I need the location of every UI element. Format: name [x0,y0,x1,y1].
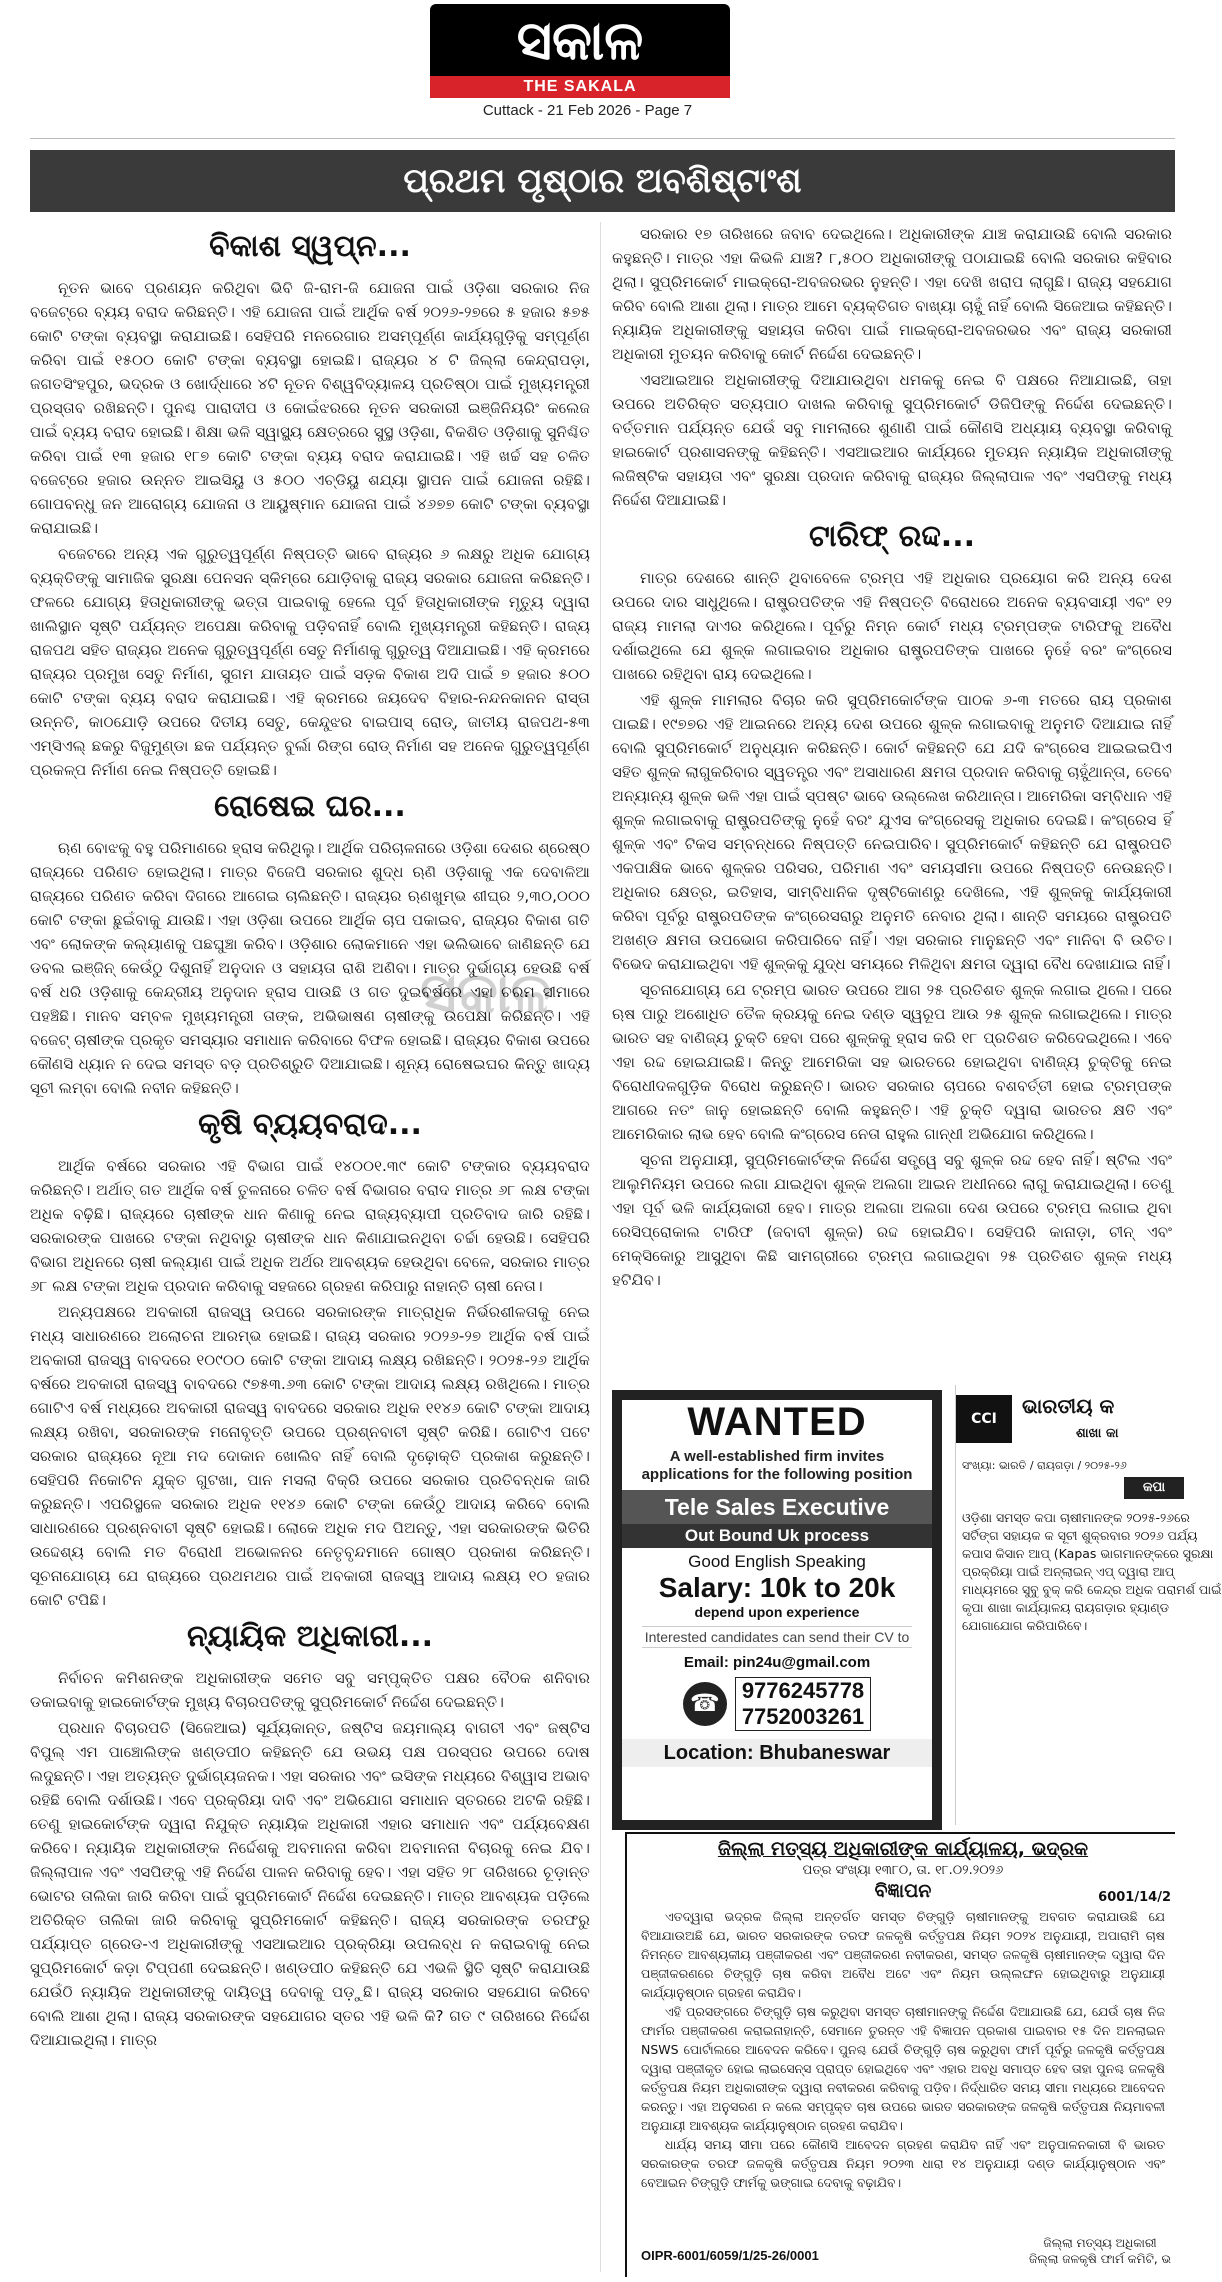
article-paragraph: ଏହି ଶୁଳ୍କ ମାମଲାର ବିଚାର କରି ସୁପ୍ରିମକୋର୍ଟଙ୍କ ପାଠକ ୬-୩ ମତରେ ରାୟ ପ୍ରକାଶ ପାଇଛି। ୧୯୭୭ର ଏହି ଆଇନରେ ଅନ୍ୟ ଦେଶ ଉପରେ ଶୁଳ୍କ ଲଗାଇବାକୁ ଅନୁମତି ଦିଆଯାଇ ନାହିଁ ବୋଲି ସୁପ୍ରିମକୋର୍ଟ ଅନୁଧ୍ୟାନ କରିଛନ୍ତି। କୋର୍ଟ କହିଛନ୍ତି ଯେ ଯଦି କଂଗ୍ରେସ ଆଇଇଇପିଏ ସହିତ ଶୁଳ୍କ ଲାଗୁକରିବାର ସ୍ୱତନ୍ତ୍ର ଏବଂ ଅସାଧାରଣ କ୍ଷମତା ପ୍ରଦାନ କରିବାକୁ ଚାହୁଁଥାନ୍ତା, ତେବେ ଅନ୍ୟାନ୍ୟ ଶୁଳ୍କ ଭଳି ଏହା ପାଇଁ ସ୍ପଷ୍ଟ ଭାବେ ଉଲ୍ଲେଖ କରିଥାନ୍ତା। ଆମେରିକା ସମ୍ବିଧାନ ଏହି ଶୁଳ୍କ ଲଗାଇବାକୁ ରାଷ୍ଟ୍ରପତିଙ୍କୁ ନୁହେଁ ବରଂ ଯୁଏସ କଂଗ୍ରେସକୁ ଅଧିକାର ଦେଇଛି। କଂଗ୍ରେସ ହିଁ ଶୁଳ୍କ ଏବଂ ଟିକସ ସମ୍ବନ୍ଧରେ ନିଷ୍ପତ୍ତି ନେଇପାରିବ। ସୁପ୍ରିମକୋର୍ଟ କହିଛନ୍ତି ଯେ ରାଷ୍ଟ୍ରପତି ଏକପାକ୍ଷିକ ଭାବେ ଶୁଳ୍କର ପରିସର, ପରିମାଣ ଏବଂ ସମୟସୀମା ଉପରେ ନିଷ୍ପତ୍ତି ନେଉଛନ୍ତି। ଅଧିକାର କ୍ଷେତ୍ର, ଇତିହାସ, ସାମ୍ବିଧାନିକ ଦୃଷ୍ଟିକୋଣରୁ ଦେଖିଲେ, ଏହି ଶୁଳ୍କକୁ କାର୍ଯ୍ୟକାରୀ କରିବା ପୂର୍ବରୁ ରାଷ୍ଟ୍ରପତିଙ୍କ କଂଗ୍ରେସରାରୁ ଅନୁମତି ନେବାର ଥିଲା। ଶାନ୍ତି ସମୟରେ ରାଷ୍ଟ୍ରପତି ଅଖଣ୍ଡ କ୍ଷମତା ଉପଭୋଗ କରିପାରିବେ ନାହିଁ। ଏହା ସରକାର ମାନୁଛନ୍ତି ଏବଂ ମାନିବା ବି ଉଚିତ। ବିଭେଦ କରାଯାଇଥିବା ଏହି ଶୁଳ୍କକୁ ଯୁଦ୍ଧ ସମୟରେ ମିଳିଥିବା କ୍ଷମତା ଦ୍ୱାରା ବୈଧ ଦେଖାଯାଇ ନାହିଁ। [612,691,1172,973]
cci-branch: ଶାଖା କା [1076,1426,1119,1441]
article-paragraph: ପ୍ରଧାନ ବିଚାରପତି (ସିଜେଆଇ) ସୂର୍ଯ୍ୟକାନ୍ତ, ଜଷ୍ଟିସ ଜୟମାଲ୍ୟ ବାଗଚୀ ଏବଂ ଜଷ୍ଟିସ ବିପୁଲ୍ ଏମ ପାଞ୍ଚୋଲିଙ୍କ ଖଣ୍ଡପୀଠ କହିଛନ୍ତି ଯେ ଉଭୟ ପକ୍ଷ ପରସ୍ପର ଉପରେ ଦୋଷ ଲଦୁଛନ୍ତି। ଏହା ଅତ୍ୟନ୍ତ ଦୁର୍ଭାଗ୍ୟଜନକ। ଏହା ସରକାର ଏବଂ ଇସିଙ୍କ ମଧ୍ୟରେ ବିଶ୍ୱାସ ଅଭାବ ରହିଛି ବୋଲି ଦର୍ଶାଉଛି। ଏବେ ପ୍ରକ୍ରିୟା ଦାବି ଏବଂ ଅଭିଯୋଗ ସମାଧାନ ସ୍ତରରେ ଅଟକି ରହିଛି। ତେଣୁ ହାଇକୋର୍ଟଙ୍କ ଦ୍ୱାରା ନିଯୁକ୍ତ ନ୍ୟାୟିକ ଅଧିକାରୀ ଏହାର ସମାଧାନ ଏବଂ ପର୍ଯ୍ୟବେକ୍ଷଣ କରିବେ। ନ୍ୟାୟିକ ଅଧିକାରୀଙ୍କ ନିର୍ଦ୍ଦେଶକୁ ଅବମାନନା କରିବା ଅବମାନନା ବିଚାରକୁ ନେଇ ଯିବ। ଜିଲ୍ଲାପାଳ ଏବଂ ଏସପିଙ୍କୁ ଏହି ନିର୍ଦ୍ଦେଶ ପାଳନ କରିବାକୁ ହେବ। ଏହା ସହିତ ୨୮ ତାରିଖରେ ଚୂଡ଼ାନ୍ତ ଭୋଟର ତାଲିକା ଜାରି କରିବା ପାଇଁ ସୁପ୍ରିମକୋର୍ଟ ନିର୍ଦ୍ଦେଶ ଦେଇଛନ୍ତି। ମାତ୍ର ଆବଶ୍ୟକ ପଡ଼ିଲେ ଅତିରିକ୍ତ ତାଲିକା ଜାରି କରିବାକୁ ସୁପ୍ରିମକୋର୍ଟ କହିଛନ୍ତି। ରାଜ୍ୟ ସରକାରଙ୍କ ତରଫରୁ ପର୍ଯ୍ୟାପ୍ତ ଗ୍ରେଡ-ଏ ଅଧିକାରୀଙ୍କୁ ଏସଆଇଆର ପ୍ରକ୍ରିୟା ଉପଲବ୍ଧ ନ କରାଇବାକୁ ନେଇ ସୁପ୍ରିମକୋର୍ଟ କଡ଼ା ଟିପ୍ପଣୀ ଦେଇଛନ୍ତି। ଖଣ୍ଡପୀଠ କହିଛନ୍ତି ଯେ ଏଭଳି ସ୍ଥିତି ସୃଷ୍ଟି କରାଯାଉଛି ଯେଉଁଠି ନ୍ୟାୟିକ ଅଧିକାରୀଙ୍କୁ ଦାୟିତ୍ୱ ଦେବାକୁ ପଡ଼ୁଛି। ରାଜ୍ୟ ସରକାର ସହଯୋଗ କରିବେ ବୋଲି ଆଶା ଥିଲା। ରାଜ୍ୟ ସରକାରଙ୍କ ସହଯୋଗର ସ୍ତର ଏହି ଭଳି କି? ଗତ ୯ ତାରିଖରେ ନିର୍ଦ୍ଦେଶ ଦିଆଯାଇଥିଲା। ମାତ୍ର [30,1719,590,2049]
wanted-ad-phone-2: 7752003261 [741,1704,865,1729]
wanted-ad-phone-1: 9776245778 [741,1678,865,1703]
wanted-ad-location: Location: Bhubaneswar [622,1739,932,1767]
wanted-ad [612,1390,942,1830]
section-heading-bikash: ବିକାଶ ସ୍ୱପ୍ନ... [209,229,411,264]
page-banner: ପ୍ରଥମ ପୃଷ୍ଠାର ଅବଶିଷ୍ଟାଂଶ [30,150,1175,212]
wanted-ad-phones [622,1677,932,1731]
phone-icon: ☎ [683,1682,727,1726]
wanted-ad-salary: Salary: 10k to 20k [658,1572,896,1603]
wanted-ad-intro: A well-established firm invites applications for the following position [641,1448,913,1483]
article-paragraph: ଏସଆଇଆର ଅଧିକାରୀଙ୍କୁ ଦିଆଯାଉଥିବା ଧମକକୁ ନେଇ ବି ପକ୍ଷରେ ନିଆଯାଇଛି, ତାହା ଉପରେ ଅତିରିକ୍ତ ସତ୍ୟପାଠ ଦାଖଲ କରିବାକୁ ସୁପ୍ରିମକୋର୍ଟ ଡିଜିପିଙ୍କୁ ନିର୍ଦ୍ଦେଶ ଦେଇଛନ୍ତି। ବର୍ତ୍ତମାନ ପର୍ଯ୍ୟନ୍ତ ଯେଉଁ ସବୁ ମାମଲାରେ ଶୁଣାଣି ପାଇଁ କୌଣସି ଅଧ୍ୟାୟ ବ୍ୟବସ୍ଥା କରିବାକୁ ହାଇକୋର୍ଟ ପ୍ରଶାସନଙ୍କୁ କହିଛନ୍ତି। ଏସଆଇଆର କାର୍ଯ୍ୟରେ ମୁତୟନ ନ୍ୟାୟିକ ଅଧିକାରୀଙ୍କୁ ଲଜିଷ୍ଟିକ ସହାୟତା ଏବଂ ସୁରକ୍ଷା ପ୍ରଦାନ କରିବାକୁ ରାଜ୍ୟର ଜିଲ୍ଲାପାଳ ଏବଂ ଏସପିଙ୍କୁ ମଧ୍ୟ ନିର୍ଦ୍ଦେଶ ଦିଆଯାଇଛି। [612,371,1172,509]
cci-org-name: ଭାରତୀୟ କ [1022,1394,1115,1418]
masthead [0,0,1175,140]
wanted-ad-title: WANTED [687,1400,867,1444]
wanted-ad-requirement: Good English Speaking [688,1552,866,1571]
column-divider [600,222,601,2272]
article-paragraph: ସରକାର ୧୭ ତାରିଖରେ ଜବାବ ଦେଇଥିଲେ। ଅଧିକାରୀଙ୍କ ଯାଞ୍ଚ କରାଯାଉଛି ବୋଲି ସରକାର କହୁଛନ୍ତି। ମାତ୍ର ଏହା କିଭଳି ଯାଞ୍ଚ? ୮,୫୦୦ ଅଧିକାରୀଙ୍କୁ ପଠାଯାଇଛି ବୋଲି ସରକାର କହିବାର ଥିଲା। ସୁପ୍ରିମକୋର୍ଟ ମାଇକ୍ରୋ-ଅବଜରଭର ନୁହନ୍ତି। ଏହା ଦେଖି ଖରାପ ଲାଗୁଛି। ରାଜ୍ୟ ସହଯୋଗ କରିବ ବୋଲି ଆଶା ଥିଲା। ମାତ୍ର ଆମେ ବ୍ୟକ୍ତିଗତ ବାଖ୍ୟା ଚାହୁଁ ନାହିଁ ବୋଲି ସିଜେଆଇ କହିଛନ୍ତି। ନ୍ୟାୟିକ ଅଧିକାରୀଙ୍କୁ ସହାୟତା କରିବା ପାଇଁ ମାଇକ୍ରୋ-ଅବଜରଭର ଏବଂ ରାଜ୍ୟ ସରକାରୀ ଅଧିକାରୀ ମୁତୟନ କରିବାକୁ କୋର୍ଟ ନିର୍ଦ୍ଦେଶ ଦେଇଛନ୍ତି। [612,225,1172,363]
cci-logo: CCI [956,1395,1012,1443]
wanted-ad-position: Tele Sales Executive [622,1490,932,1524]
fisheries-notice [625,1832,1175,2277]
article-paragraph: ଋଣ ବୋଝକୁ ବହୁ ପରିମାଣରେ ହ୍ରାସ କରିଥିଲୁ। ଆର୍ଥିକ ପରିଚାଳନାରେ ଓଡ଼ିଶା ଦେଶର ଶ୍ରେଷ୍ଠ ରାଜ୍ୟରେ ପରିଣତ ହୋଇଥିଲା। ମାତ୍ର ବିଜେପି ସରକାର ଶୁଦ୍ଧ ଋଣି ଓଡ଼ିଶାକୁ ଏକ ଦେବାଳିଆ ରାଜ୍ୟରେ ପରିଣତ କରିବା ଦିଗରେ ଆଗେଇ ଚାଲିଛନ୍ତି। ରାଜ୍ୟର ଋଣଖୁମ୍ଭ ଶୀଘ୍ର ୨,୩୦,୦୦୦ କୋଟି ଟଙ୍କା ଛୁଇଁବାକୁ ଯାଉଛି। ଏହା ଓଡ଼ିଶା ଉପରେ ଆର୍ଥିକ ଚାପ ପକାଇବ, ରାଜ୍ୟର ବିକାଶ ଗତି ଏବଂ ଲୋକଙ୍କ କଲ୍ୟାଣକୁ ପଛଘୁଞ୍ଚା କରିବ। ଓଡ଼ିଶାର ଲୋକମାନେ ଏହା ଭଲିଭାବେ ଜାଣିଛନ୍ତି ଯେ ଡବଲ ଇଞ୍ଜିନ୍ କେଉଁଠୁ ଦିଶୁନାହିଁ ଅନୁଦାନ ଓ ସହାୟତା ରାଶି ଅଣିବା। ମାତ୍ର ଦୁର୍ଭାଗ୍ୟ ହେଉଛି ବର୍ଷ ବର୍ଷ ଧରି ଓଡ଼ିଶାକୁ କେନ୍ଦ୍ରୀୟ ଅନୁଦାନ ହ୍ରାସ ପାଉଛି ଓ ଗତ ଦୁଇବର୍ଷରେ ଏହା ଚରମ ସୀମାରେ ପହଞ୍ଚିଛି। ମାନବ ସମ୍ବଳ ମୁଖ୍ୟମନ୍ତ୍ରୀ ତାଙ୍କ, ଅଭିଭାଷଣ ଚାଷୀଙ୍କୁ ଉପେକ୍ଷା କରିଛନ୍ତି। ଏହି ବଜେଟ୍ ଚାଷୀଙ୍କ ପ୍ରକୃତ ସମସ୍ୟାର ସମାଧାନ କରିବାରେ ବିଫଳ ହୋଇଛି। ରାଜ୍ୟର ବିକାଶ ଉପରେ କୌଣସି ଧ୍ୟାନ ନ ଦେଇ ସମସ୍ତ ବଡ଼ ପ୍ରତିଶ୍ରୁତି ଦିଆଯାଇଛି। ଶୂନ୍ୟ ରୋଷେଇଘର କିନ୍ତୁ ଖାଦ୍ୟ ସୂଚୀ ଲମ୍ବା ବୋଲି ନବୀନ କହିଛନ୍ତି। [30,839,590,1097]
notice-signature [1029,2235,1171,2267]
article-paragraph: ସୂଚନା ଅନୁଯାୟୀ, ସୁପ୍ରିମକୋର୍ଟଙ୍କ ନିର୍ଦ୍ଦେଶ ସତ୍ତ୍ୱେ ସବୁ ଶୁଳ୍କ ରଦ୍ଦ ହେବ ନାହିଁ। ଷ୍ଟିଲ ଏବଂ ଆଲୁମିନିୟମ ଉପରେ ଲଗା ଯାଇଥିବା ଶୁଳ୍କ ଅଲଗା ଆଇନ ଅଧୀନରେ ଲାଗୁ କରାଯାଇଥିଲା। ତେଣୁ ଏହା ପୂର୍ବ ଭଳି କାର୍ଯ୍ୟକାରୀ ହେବ। ମାତ୍ର ଅଲଗା ଅଲଗା ଦେଶ ଉପରେ ଟ୍ରମ୍ପ ଲଗାଇ ଥିବା ରେସିପ୍ରୋକାଲ ଟାରିଫ (ଜବାବୀ ଶୁଳ୍କ) ରଦ୍ଦ ହୋଇଯିବ। ସେହିପରି କାନାଡ଼ା, ଚୀନ୍ ଏବଂ ମେକ୍ସିକୋରୁ ଆସୁଥିବା କିଛି ସାମଗ୍ରୀରେ ଟ୍ରମ୍ପ ଲଗାଇଥିବା ୨୫ ପ୍ରତିଶତ ଶୁଳ୍କ ମଧ୍ୟ ହଟିଯିବ। [612,1151,1172,1289]
wanted-ad-cv-note: Interested candidates can send their CV to [642,1626,912,1648]
cci-body: ଓଡ଼ିଶା ସମସ୍ତ କପା ଚାଷୀମାନଙ୍କ ୨୦୨୫-୨୬ରେ ସର୍ଟିଙ୍ଗ ସହାୟକ କ ସୂଚୀ ଶୁକ୍ରବାର ୨୦୨୬ ପର୍ଯ୍ୟ କପାସ କିସାନ ଆପ୍ (Kapas ଭାଗମାନଙ୍କରେ ସୁରକ୍ଷା ପ୍ରକ୍ରିୟା ପାଇଁ ଅନ୍ଲାଇନ୍ ଏପ୍ ଦ୍ୱାରା ଆପ୍ ମାଧ୍ୟମରେ ସୁବୁ ବୁକ୍ କରି କେନ୍ଦ୍ର ଅଧିକ ପରାମର୍ଶ ପାଇଁ କୃପା ଶାଖା କାର୍ଯ୍ୟାଳୟ ରାୟଗଡ଼ାର ହ୍ୟାଣ୍ଡ ଯୋଗାଯୋଗ କରିପାରିବେ। [962,1510,1222,1633]
notice-body [641,1907,1165,2192]
notice-title: ଜିଲ୍ଲା ମତ୍ସ୍ୟ ଅଧିକାରୀଙ୍କ କାର୍ଯ୍ୟାଳୟ, ଭଦ୍ରକ [717,1838,1089,1860]
article-paragraph: ଅନ୍ୟପକ୍ଷରେ ଅବକାରୀ ରାଜସ୍ୱ ଉପରେ ସରକାରଙ୍କ ମାତ୍ରାଧିକ ନିର୍ଭରଶୀଳତାକୁ ନେଇ ମଧ୍ୟ ସାଧାରଣରେ ଅଲୋଚନା ଆରମ୍ଭ ହୋଇଛି। ରାଜ୍ୟ ସରକାର ୨୦୨୬-୨୭ ଆର୍ଥିକ ବର୍ଷ ପାଇଁ ଅବକାରୀ ରାଜସ୍ୱ ବାବଦରେ ୧୦୯୦୦ କୋଟି ଟଙ୍କା ଆଦାୟ ଲକ୍ଷ୍ୟ ରଖିଛନ୍ତି। ୨୦୨୫-୨୬ ଆର୍ଥିକ ବର୍ଷରେ ଅବକାରୀ ରାଜସ୍ୱ ବାବଦରେ ୯୭୫୩.୬୩ କୋଟି ଟଙ୍କା ଆଦାୟ ଲକ୍ଷ୍ୟ ରଖିଥିଲେ। ମାତ୍ର ଗୋଟିଏ ବର୍ଷ ମଧ୍ୟରେ ଅବକାରୀ ରାଜସ୍ୱ ବାବଦରେ ସରକାର ଅଧିକ ୧୧୪୬ କୋଟି ଟଙ୍କା ଆଦାୟ ଲକ୍ଷ୍ୟ ରଖିବା, ସରକାରଙ୍କ ମନୋବୃତ୍ତି ଉପରେ ପ୍ରଶ୍ନବାଚୀ ସୃଷ୍ଟି କରିଛି। ଗୋଟିଏ ପଟେ ସରକାର ରାଜ୍ୟରେ ନୂଆ ମଦ ଦୋକାନ ଖୋଲିବ ନାହିଁ ବୋଲି ଦୃଢ଼ୋକ୍ତି ପ୍ରକାଶ କରୁଛନ୍ତି। ସେହିପରି ନିକୋଟିନ ଯୁକ୍ତ ଗୁଟଖା, ପାନ ମସଲା ବିକ୍ରି ଉପରେ ସରକାର ପ୍ରତିବନ୍ଧକ ଜାରି କରୁଛନ୍ତି। ଏପରିସ୍ଥଳେ ସରକାର ଅଧିକ ୧୧୪୬ କୋଟି ଟଙ୍କା କେଉଁଠୁ ଆଦାୟ କରିବେ ବୋଲି ସାଧାରଣରେ ପ୍ରଶ୍ନବାଚୀ ସୃଷ୍ଟି ହୋଇଛି। ଲୋକେ ଅଧିକ ମଦ ପିଅନ୍ତୁ, ଏହା ସରକାରଙ୍କ ଭିତିରି ଉଦ୍ଦେଶ୍ୟ ବୋଲି ମତ ବିରୋଧୀ ଅଭୋଳନର ନେତୃବୃନ୍ଦମାନେ ଗୋଷ୍ଠ ପ୍ରକାଶ କରିଛନ୍ତି। ସୂଚନାଯୋଗ୍ୟ ଯେ ରାଜ୍ୟରେ ପ୍ରଥମଥର ପାଇଁ ଅବକାରୀ ରାଜସ୍ୱ ଆଦାୟ ଲକ୍ଷ୍ୟ ୧୦ ହଜାର କୋଟି ଟପିଛି। [30,1303,590,1609]
notice-reference: ପତ୍ର ସଂଖ୍ୟା ୧୩୮୦, ତା. ୧୮.୦୨.୨୦୨୬ [802,1863,1004,1878]
article-paragraph: ବଜେଟରେ ଅନ୍ୟ ଏକ ଗୁରୁତ୍ୱପୂର୍ଣ୍ଣ ନିଷ୍ପତ୍ତି ଭାବେ ରାଜ୍ୟର ୬ ଲକ୍ଷରୁ ଅଧିକ ଯୋଗ୍ୟ ବ୍ୟକ୍ତିଙ୍କୁ ସାମାଜିକ ସୁରକ୍ଷା ପେନସନ ସ୍କିମ୍‌ରେ ଯୋଡ଼ିବାକୁ ରାଜ୍ୟ ସରକାର ଯୋଜନା କରିଛନ୍ତି। ଫଳରେ ଯୋଗ୍ୟ ହିତାଧିକାରୀଙ୍କୁ ଭତ୍ତା ପାଇବାକୁ ହେଲେ ପୂର୍ବ ହିତାଧିକାରୀଙ୍କ ମୃତ୍ୟୁ ଦ୍ୱାରା ଖାଲିସ୍ଥାନ ସୃଷ୍ଟି ପର୍ଯ୍ୟନ୍ତ ଅପେକ୍ଷା କରିବାକୁ ପଡ଼ିବନାହିଁ ବୋଲି ମୁଖ୍ୟମନ୍ତ୍ରୀ କହିଛନ୍ତି। ରାଜ୍ୟ ରାଜପଥ ସହିତ ରାଜ୍ୟର ଅନେକ ଗୁରୁତ୍ୱପୂର୍ଣ୍ଣ ସେତୁ ନିର୍ମାଣକୁ ଗୁରୁତ୍ୱ ଦିଆଯାଇଛି। ଏହି କ୍ରମରେ ରାଜ୍ୟର ପ୍ରମୁଖ ସେତୁ ନିର୍ମାଣ, ସୁଗମ ଯାତାୟତ ପାଇଁ ସଡ଼କ ବିକାଶ ଅଦି ପାଇଁ ୭ ହଜାର ୫୦୦ କୋଟି ଟଙ୍କା ବ୍ୟୟ ବରାଦ କରାଯାଇଛି। ଏହି କ୍ରମରେ ଜୟଦେବ ବିହାର-ନନ୍ଦନକାନନ ରାସ୍ତା ଉନ୍ନତି, କାଠଯୋଡ଼ି ଉପରେ ଦିତୀୟ ସେତୁ, କେନ୍ଦୁଝର ବାଇପାସ୍ ରୋଡ୍, ଜାତୀୟ ରାଜପଥ-୫୩ ଏମ୍‌ସିଏଲ୍ ଛକରୁ ବିଜୁମୁଣ୍ଡା ଛକ ପର୍ଯ୍ୟନ୍ତ ବୁର୍ଲା ରିଙ୍ଗ ରୋଡ୍ ନିର୍ମାଣ ସହ ଅନେକ ଗୁରୁତ୍ୱପୂର୍ଣ୍ଣ ପ୍ରକଳ୍ପ ନିର୍ମାଣ ନେଇ ନିଷ୍ପତ୍ତି ହୋଇଛି। [30,545,590,779]
notice-paragraph: ଏତଦ୍ୱାରା ଭଦ୍ରକ ଜିଲ୍ଲା ଅନ୍ତର୍ଗତ ସମସ୍ତ ଚିଙ୍ଗୁଡ଼ି ଚାଷୀମାନଙ୍କୁ ଅବଗତ କରାଯାଉଛି ଯେ ବିଆଯାଉଅଛି ଯେ, ଭାରତ ସରକାରଙ୍କ ତରଫ ଜଳକୃଷି କର୍ତ୍ତୃପକ୍ଷ ନିୟମ ୨୦୨୪ ଅନୁଯାୟୀ, ଅପାରାମି ଚାଷ ନିମନ୍ତେ ଆବଶ୍ୟକୀୟ ପଞ୍ଜୀକରଣ ଏବଂ ପଞ୍ଜୀକରଣ ନବୀକରଣ, ସମସ୍ତ ଜଳକୃଷି ଚାଷୀମାନଙ୍କ ଦ୍ୱାରା ଦିନ ପଞ୍ଜୀକରଣରେ ଚିଙ୍ଗୁଡ଼ି ଚାଷ କରିବା ଅବୈଧ ଅଟେ ଏବଂ ନିୟମ ଉଲ୍ଲଙ୍ଘନ ହୋଇଥିବାରୁ ଅନୁଯାୟୀ କାର୍ଯ୍ୟାନୁଷ୍ଠାନ ଗ୍ରହଣ କରାଯିବ। [641,1909,1165,2000]
left-column [30,222,590,2272]
notice-code: OIPR-6001/6059/1/25-26/0001 [641,2248,819,2263]
newspaper-logo-subtitle: THE SAKALA [430,76,730,98]
notice-ref-number: 6001/14/2 [1098,1890,1171,1905]
dateline: Cuttack - 21 Feb 2026 - Page 7 [482,102,693,119]
article-paragraph: ଆର୍ଥିକ ବର୍ଷରେ ସରକାର ଏହି ବିଭାଗ ପାଇଁ ୧୪୦୦୧.୩୯ କୋଟି ଟଙ୍କାର ବ୍ୟୟବରାଦ କରିଛନ୍ତି। ଅର୍ଥାତ୍ ଗତ ଆର୍ଥିକ ବର୍ଷ ତୁଳନାରେ ଚଳିତ ବର୍ଷ ବିଭାଗର ବରାଦ ମାତ୍ର ୬୮ ଲକ୍ଷ ଟଙ୍କା ଅଧିକ ବଢ଼ିଛି। ରାଜ୍ୟରେ ଚାଷୀଙ୍କ ଧାନ କିଣାକୁ ନେଇ ରାଜ୍ୟବ୍ୟାପୀ ପ୍ରତିବାଦ ଜାରି ରହିଛି। ସରକାରଙ୍କ ପାଖରେ ଟଙ୍କା ନଥିବାରୁ ଚାଷୀଙ୍କ ଧାନ କିଣାଯାଇନଥିବା ଚର୍ଚ୍ଚା ହେଉଛି। ସେହିପରି ବିଭାଗ ଅଧିନରେ ଚାଷୀ କଲ୍ୟାଣ ପାଇଁ ଅଧିକ ଅର୍ଥର ଆବଶ୍ୟକ ହେଉଥିବା ବେଳେ, ସରକାର ମାତ୍ର ୬୮ ଲକ୍ଷ ଟଙ୍କା ଅଧିକ ପ୍ରଦାନ କରିବାକୁ ସହଜରେ ଗ୍ରହଣ କରିପାରୁ ନାହାନ୍ତି ଚାଷୀ ନେତା। [30,1157,590,1295]
section-heading-nyayik: ନ୍ୟାୟିକ ଅଧିକାରୀ... [186,1619,434,1654]
section-heading-krushi: କୃଷି ବ୍ୟୟବରାଦ... [198,1107,422,1142]
watermark-logo: ସକାଳ [420,960,552,1026]
notice-signature-title: ଜିଲ୍ଲା ମତ୍ସ୍ୟ ଅଧିକାରୀ [1043,2236,1157,2250]
article-paragraph: ନୂତନ ଭାବେ ପ୍ରଣୟନ କରିଥିବା ଭିବି ଜି-ରାମ-ଜି ଯୋଜନା ପାଇଁ ଓଡ଼ିଶା ସରକାର ନିଜ ବଜେଟ୍‌ରେ ବ୍ୟୟ ବରାଦ କରିଛନ୍ତି। ଏହି ଯୋଜନା ପାଇଁ ଆର୍ଥିକ ବର୍ଷ ୨୦୨୬-୨୭ରେ ୫ ହଜାର ୫୭୫ କୋଟି ଟଙ୍କା ବ୍ୟବସ୍ଥା କରାଯାଇଛି। ସେହିପରି ମନରେଗାର ଅସମ୍ପୂର୍ଣ୍ଣ କାର୍ଯ୍ୟଗୁଡ଼ିକୁ ସମ୍ପୂର୍ଣ୍ଣ କରିବା ପାଇଁ ୧୫୦୦ କୋଟି ଟଙ୍କା ବ୍ୟବସ୍ଥା ହୋଇଛି। ରାଜ୍ୟର ୪ ଟି ଜିଲ୍ଲା କେନ୍ଦ୍ରାପଡ଼ା, ଜଗତସିଂହପୁର, ଭଦ୍ରକ ଓ ଖୋର୍ଦ୍ଧାରେ ୪ଟି ନୂତନ ବିଶ୍ୱବିଦ୍ୟାଳୟ ପ୍ରତିଷ୍ଠା ପାଇଁ ମୁଖ୍ୟମନ୍ତ୍ରୀ ପ୍ରସ୍ତାବ ରଖିଛନ୍ତି। ପୁନଶ୍ଚ ପାରାଦୀପ ଓ କୋଇଁଝରରେ ନୂତନ ସରକାରୀ ଇଞ୍ଜିନିୟରିଂ କଲେଜ ପାଇଁ ବ୍ୟୟ ବରାଦ ହୋଇଛି। ଶିକ୍ଷା ଭଳି ସ୍ୱାସ୍ଥ୍ୟ କ୍ଷେତ୍ରରେ ସୁସ୍ଥ ଓଡ଼ିଶା, ବିକଶିତ ଓଡ଼ିଶାକୁ ସୁନିଶ୍ଚିତ କରିବା ପାଇଁ ୧୩ ହଜାର ୧୮୭ କୋଟି ଟଙ୍କା ବ୍ୟୟ ବରାଦ କରାଯାଇଛି। ଏହି ଖର୍ଚ୍ଚ ସହ ଚଳିତ ବଜେଟ୍‌ରେ ହଜାର ଉନ୍ନତ ଆଇସିୟୁ ଓ ୫୦୦ ଏଚ୍‌ଡିୟୁ ଶଯ୍ୟା ସ୍ଥାପନ ପାଇଁ ଯୋଜନା ରହିଛି। ଗୋପବନ୍ଧୁ ଜନ ଆରୋଗ୍ୟ ଯୋଜନା ଓ ଆୟୁଷ୍ମାନ ଯୋଜନା ପାଇଁ ୪୬୭୭ କୋଟି ଟଙ୍କା ବ୍ୟବସ୍ଥା କରାଯାଇଛି। [30,279,590,537]
newspaper-logo: ସକାଳ [430,4,730,76]
notice-heading: ବିଜ୍ଞାପନ [874,1880,932,1902]
notice-paragraph: ଧାର୍ଯ୍ୟ ସମୟ ସୀମା ପରେ କୌଣସି ଆବେଦନ ଗ୍ରହଣ କରାଯିବ ନାହିଁ ଏବଂ ଅନୁପାଳନକାରୀ ବି ଭାରତ ସରକାରଙ୍କ ତରଫ ଜଳକୃଷି କର୍ତ୍ତୃପକ୍ଷ ନିୟମ ୨୦୨୩ ଧାରା ୧୪ ଅନୁଯାୟୀ ଦଣ୍ଡ କାର୍ଯ୍ୟାନୁଷ୍ଠାନ ଏବଂ ବେଆଇନ ଚିଙ୍ଗୁଡ଼ି ଫାର୍ମକୁ ଭଙ୍ଗାଇ ଦେବାକୁ ବଢ଼ାଯିବ। [641,2137,1165,2190]
article-paragraph: ସୂଚନାଯୋଗ୍ୟ ଯେ ଟ୍ରମ୍ପ ଭାରତ ଉପରେ ଆଗ ୨୫ ପ୍ରତିଶତ ଶୁଳ୍କ ଲଗାଇ ଥିଲେ। ପରେ ଋଷ ପାରୁ ଅଶୋଧିତ ତୈଳ କ୍ରୟକୁ ନେଇ ଦଣ୍ଡ ସ୍ୱରୂପ ଆଉ ୨୫ ଶୁଳ୍କ ଲଗାଇଥିଲେ। ମାତ୍ର ଭାରତ ସହ ବାଣିଜ୍ୟ ଚୁକ୍ତି ହେବା ପରେ ଶୁଳ୍କକୁ ହ୍ରାସ କରି ୧୮ ପ୍ରତିଶତ କରିଦେଇଥିଲେ। ଏବେ ଏହା ରଦ୍ଦ ହୋଇଯାଇଛି। କିନ୍ତୁ ଆମେରିକା ସହ ଭାରତରେ ହୋଇଥିବା ବାଣିଜ୍ୟ ଚୁକ୍ତିକୁ ନେଇ ବିରୋଧୀଦଳଗୁଡ଼ିକ ବିରୋଧ କରୁଛନ୍ତି। ଭାରତ ସରକାର ଚାପରେ ବଶବର୍ତ୍ତୀ ହୋଇ ଟ୍ରମ୍ପଙ୍କ ଆଗରେ ନତଂ ଜାନୁ ହୋଇଛନ୍ତି ବୋଲି କହୁଛନ୍ତି। ଏହି ଚୁକ୍ତି ଦ୍ୱାରା ଭାରତର କ୍ଷତି ଏବଂ ଆମେରିକାର ଲାଭ ହେବ ବୋଲି କଂଗ୍ରେସ ନେତା ରାହୁଲ ଗାନ୍ଧୀ ଅଭିଯୋଗ କରିଥିଲେ। [612,981,1172,1143]
wanted-ad-phone-box [735,1677,871,1731]
cci-ad [955,1385,1222,1825]
wanted-ad-email: Email: pin24u@gmail.com [683,1654,871,1671]
right-column [612,222,1172,1372]
wanted-ad-process: Out Bound Uk process [622,1524,932,1548]
wanted-ad-salary-note: depend upon experience [694,1604,860,1620]
section-heading-tariff: ଟାରିଫ୍ ରଦ୍ଦ... [808,519,975,554]
notice-paragraph: ଏହି ପ୍ରସଙ୍ଗରେ ଚିଙ୍ଗୁଡ଼ି ଚାଷ କରୁଥିବା ସମସ୍ତ ଚାଷୀମାନଙ୍କୁ ନିର୍ଦ୍ଦେଶ ଦିଆଯାଉଛି ଯେ, ଯେଉଁ ଚାଷ ନିଜ ଫାର୍ମର ପଞ୍ଜୀକରଣ କରାଇନାହାନ୍ତି, ସେମାନେ ତୁରନ୍ତ ଏହି ବିଜ୍ଞାପନ ପ୍ରକାଶ ପାଇବାର ୧୫ ଦିନ ଅନଲାଇନ NSWS ପୋର୍ଟାଲରେ ଆବେଦନ କରିବେ। ପୁନଶ୍ଚ ଯେଉଁ ଚିଙ୍ଗୁଡ଼ି ଚାଷ କରୁଥିବା ଫାର୍ମ ପୂର୍ବରୁ ଜଳକୃଷି କର୍ତ୍ତୃପକ୍ଷ ଦ୍ୱାରା ପଞ୍ଜୀକୃତ ହୋଇ ଲାଇସେନ୍ସ ପ୍ରାପ୍ତ ହୋଇଥିବେ ଏବଂ ଏହାର ଅବଧି ସମାପ୍ତ ହେବ ତାହା ପୁନଶ୍ଚ ଜଳକୃଷି କର୍ତ୍ତୃପକ୍ଷ ନିୟମ ଅଧିକାରୀଙ୍କ ଦ୍ୱାରା ନବୀକରଣ କରିବାକୁ ପଡ଼ିବ। ନିର୍ଦ୍ଧାରିତ ସମୟ ସୀମା ମଧ୍ୟରେ ଆବେଦନ କରନ୍ତୁ। ଏହା ଅନୁସରଣ ନ କଲେ ସମ୍ପୃକ୍ତ ଚାଷ ଉପରେ ଭାରତ ସରକାରଙ୍କ ଜଳକୃଷି କର୍ତ୍ତୃପକ୍ଷ ନିୟମାବଳୀ ଅନୁଯାୟୀ ଆବଶ୍ୟକ କାର୍ଯ୍ୟାନୁଷ୍ଠାନ ଗ୍ରହଣ କରାଯିବ। [641,2004,1165,2133]
article-paragraph: ମାତ୍ର ଦେଶରେ ଶାନ୍ତି ଥିବାବେଳେ ଟ୍ରମ୍ପ ଏହି ଅଧିକାର ପ୍ରୟୋଗ କରି ଅନ୍ୟ ଦେଶ ଉପରେ ଦାର ସାଧୁଥିଲେ। ରାଷ୍ଟ୍ରପତିଙ୍କ ଏହି ନିଷ୍ପତ୍ତି ବିରୋଧରେ ଅନେକ ବ୍ୟବସାୟୀ ଏବଂ ୧୨ ରାଜ୍ୟ ମାମଲା ଦାଏର କରିଥିଲେ। ପୂର୍ବରୁ ନିମ୍ନ କୋର୍ଟ ମଧ୍ୟ ଟ୍ରମ୍ପଙ୍କ ଟାରିଫକୁ ଅବୈଧ ଦର୍ଶାଇଥିଲେ ଯେ ଶୁଳ୍କ ଲଗାଇବାର ଅଧିକାର ରାଷ୍ଟ୍ରପତିଙ୍କ ପାଖରେ ନୁହେଁ ବରଂ କଂଗ୍ରେସ ପାଖରେ ରହିଥିବା ରାୟ ଦେଇଥିଲେ। [612,569,1172,683]
article-paragraph: ନିର୍ବାଚନ କମିଶନଙ୍କ ଅଧିକାରୀଙ୍କ ସମେତ ସବୁ ସମ୍ପୃକ୍ତିତ ପକ୍ଷର ବୈଠକ ଶନିବାର ଡକାଇବାକୁ ହାଇକୋର୍ଟଙ୍କ ମୁଖ୍ୟ ବିଚାରପତିଙ୍କୁ ସୁପ୍ରିମକୋର୍ଟ ନିର୍ଦ୍ଦେଶ ଦେଇଛନ୍ତି। [30,1669,590,1711]
masthead-divider [30,138,1175,139]
cci-tag: କପା [1124,1477,1184,1499]
section-heading-roshei: ରୋଷେଇ ଘର... [214,789,406,824]
cci-reference: ସଂଖ୍ୟା: ଭାରତି / ରାୟଗଡ଼ା / ୨୦୨୫-୨୬ [962,1459,1127,1472]
notice-signature-office: ଜିଲ୍ଲା ଜଳକୃଷି ଫାର୍ମ କମିଟି, ଭ [1029,2252,1171,2266]
